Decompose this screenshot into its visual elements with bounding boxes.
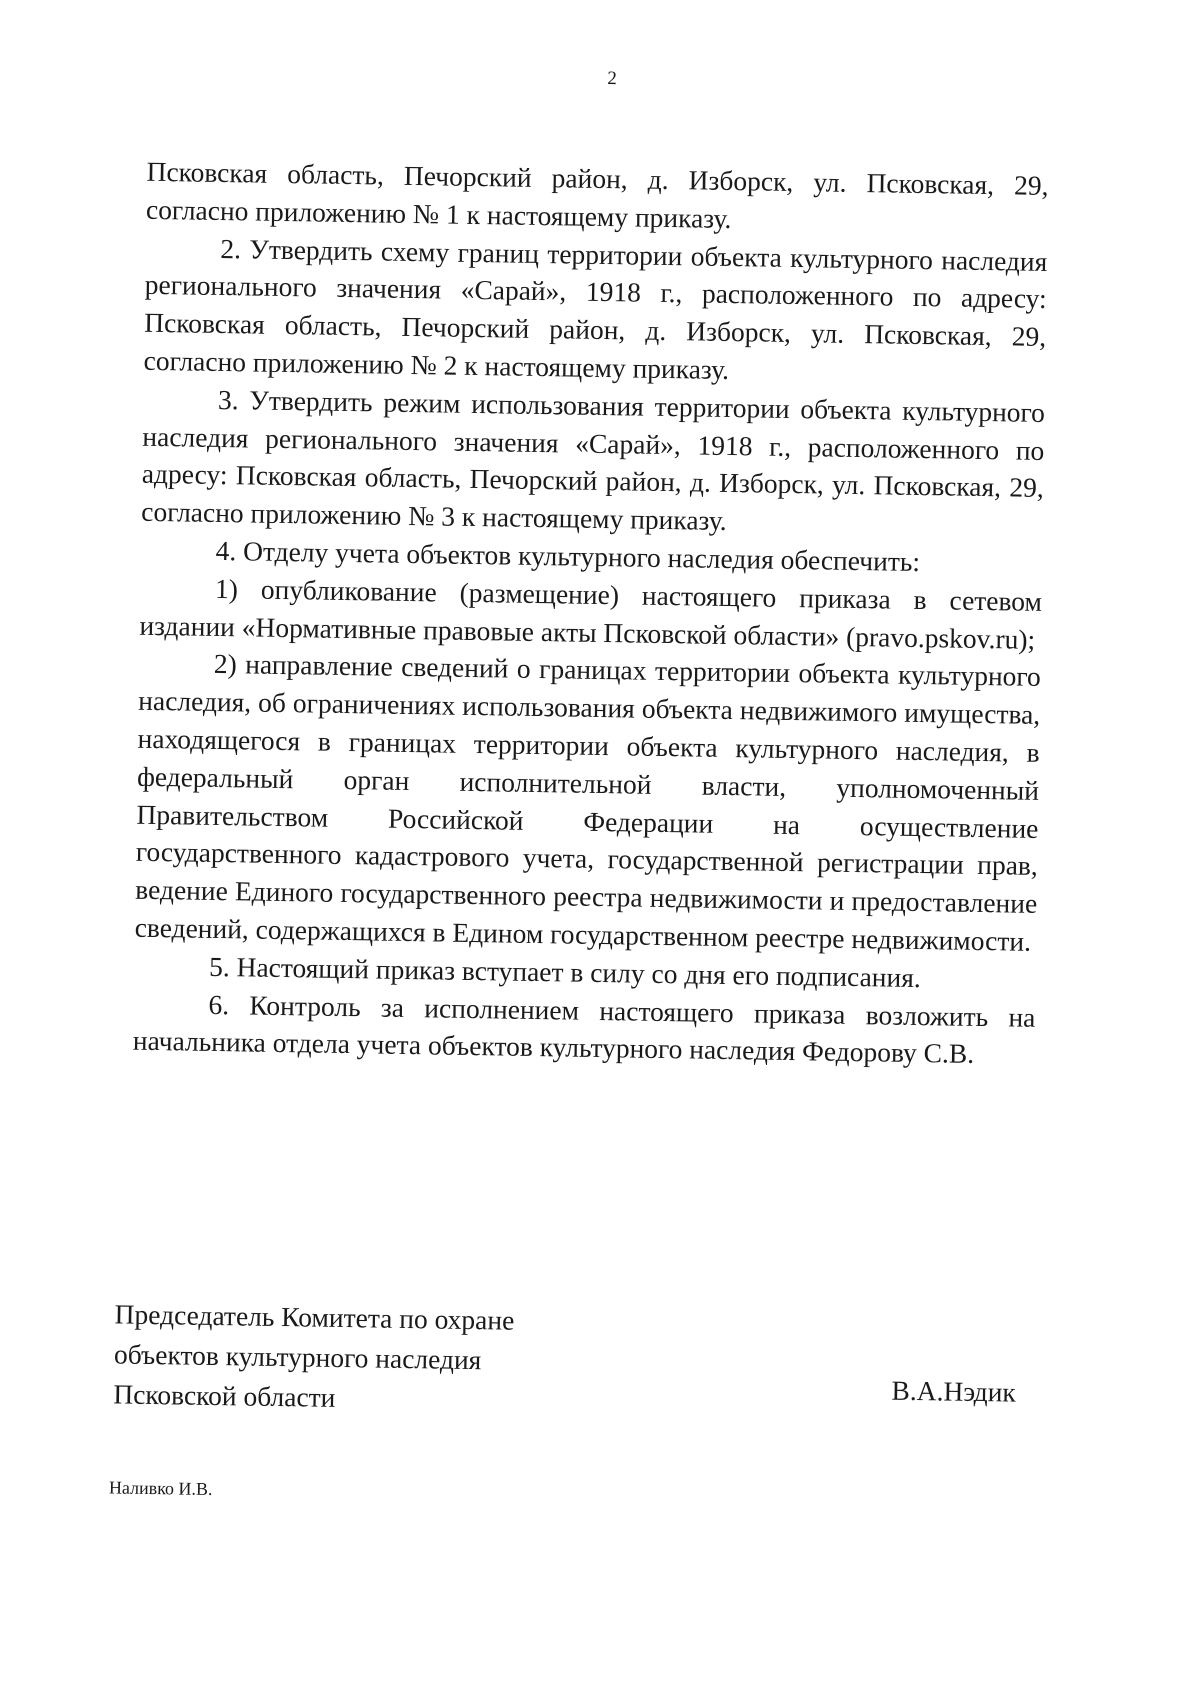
page-number: 2 — [607, 68, 618, 90]
order-body — [133, 153, 1049, 1074]
paragraph-item-3: 3. Утвердить режим использования территории объекта культурного наследия регионального значения «Сарай», 1918 г., расположенного по адресу: Псковская область, Печорский район, д. Изборск, ул. Псковская, 29, согласно приложению № 3 к настоящему приказу. — [141, 383, 1046, 537]
signatory-name: В.А.Нэдик — [891, 1374, 1017, 1408]
paragraph-item-6: 6. Контроль за исполнением настоящего приказа возложить на начальника отдела учета объектов культурного наследия Федорову С.В. — [132, 988, 1036, 1070]
paragraph-item-4-1: 1) опубликование (размещение) настоящего приказа в сетевом издании «Нормативные правовые акты Псковской области» (pravo.pskov.ru); — [139, 572, 1043, 655]
paragraph-item-4: 4. Отделу учета объектов культурного наследия обеспечить: — [215, 534, 921, 577]
executor-name: Наливко И.В. — [108, 1477, 213, 1499]
paragraph-address-continuation: Псковская область, Печорский район, д. Изборск, ул. Псковская, 29, согласно приложению № 1 к настоящему приказу. — [145, 155, 1049, 234]
paragraph-item-4-2: 2) направление сведений о границах территории объекта культурного наследия, об ограничениях использования объекта недвижимого имущества, находящегося в границах территории объекта культурного наследия, в федеральный орган исполнительной власти, уполномоченный Правительством Российской Федерации на осуществление государственного кадастрового учета, государственной регистрации прав, ведение Единого государственного реестра недвижимости и предоставление сведений, содержащихся в Едином государственном реестре недвижимости. — [134, 648, 1042, 957]
signatory-position-line: объектов культурного наследия — [113, 1338, 482, 1376]
paragraph-item-5: 5. Настоящий приказ вступает в силу со дня его подписания. — [208, 950, 922, 993]
signatory-position — [113, 1294, 515, 1420]
paragraph-item-2: 2. Утвердить схему границ территории объекта культурного наследия регионального значения «Сарай», 1918 г., расположенного по адресу: Псковская область, Печорский район, д. Изборск, ул. Псковская, 29, согласно приложению № 2 к настоящему приказу. — [143, 232, 1048, 385]
signatory-position-line: Председатель Комитета по охране — [114, 1298, 515, 1336]
signatory-position-line: Псковской области — [113, 1378, 336, 1413]
